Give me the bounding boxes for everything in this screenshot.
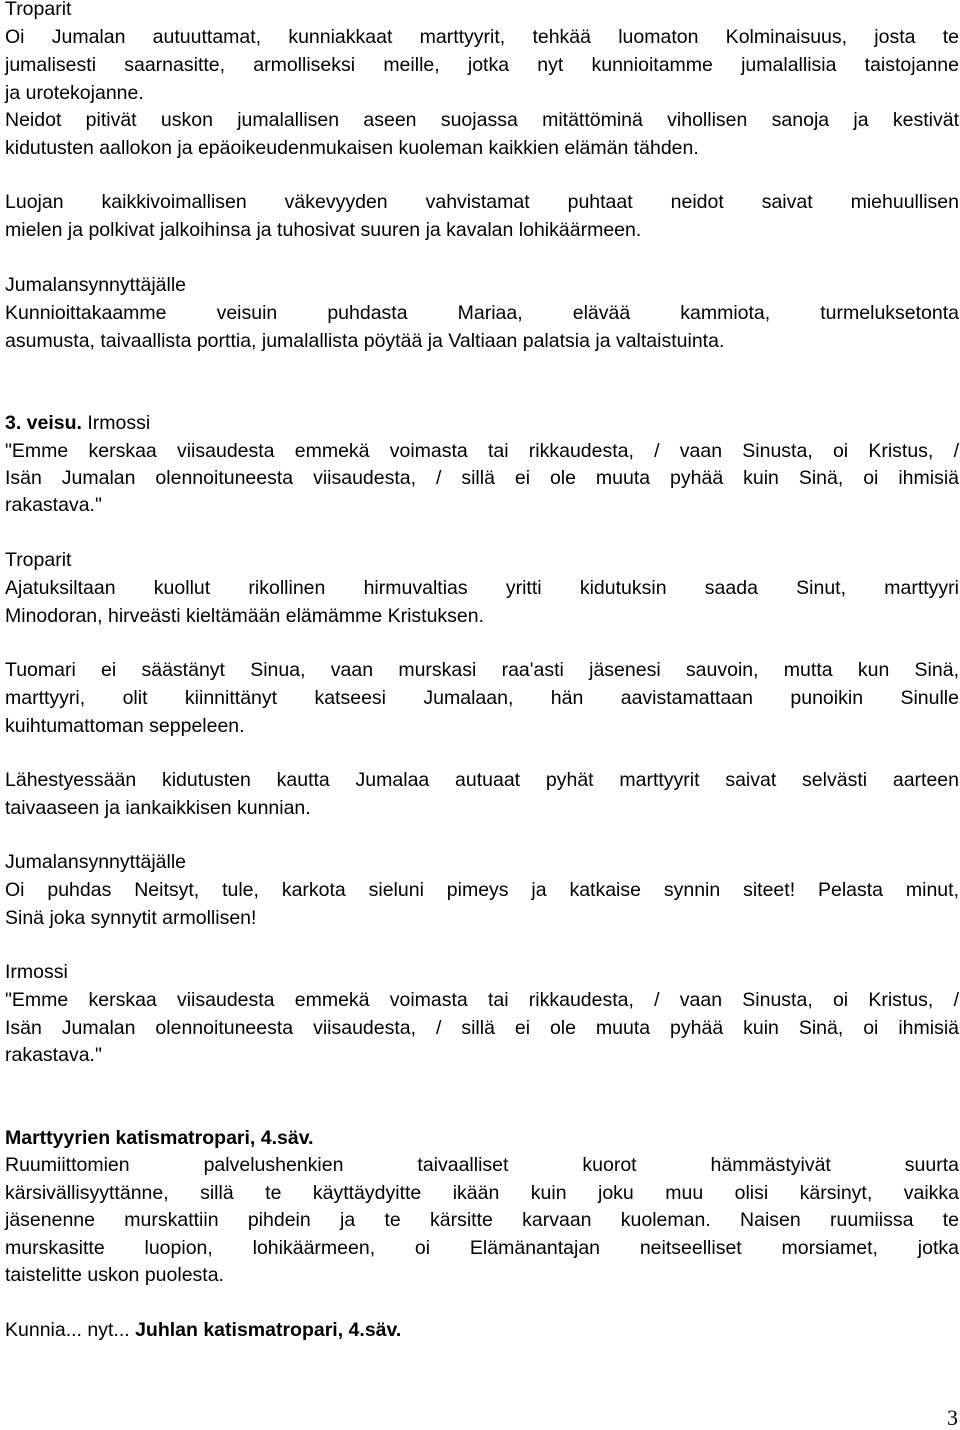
- closing-line: [5, 1316, 401, 1344]
- text-line: Isän Jumalan olennoituneesta viisaudesta, / sillä ei ole muuta pyhää kuin Sinä, oi ihmisiä: [5, 1017, 959, 1039]
- heading-juhlan-katismatropari: Juhlan katismatropari, 4.säv.: [135, 1319, 402, 1341]
- heading-3-veisu-line: [5, 409, 150, 437]
- text-line: Ajatuksiltaan kuollut rikollinen hirmuvaltias yritti kidutuksin saada Sinut, marttyyri: [5, 577, 959, 599]
- heading-jumalansynnyttajalle: Jumalansynnyttäjälle: [5, 851, 187, 873]
- heading-irmossi: Irmossi: [87, 412, 151, 434]
- text-line: kuihtumattoman seppeleen.: [5, 715, 245, 737]
- heading-jumalansynnyttajalle: Jumalansynnyttäjälle: [5, 274, 187, 296]
- text-line: Ruumiittomien palvelushenkien taivaalliset kuorot hämmästyivät suurta: [5, 1154, 959, 1176]
- text-line: Tuomari ei säästänyt Sinua, vaan murskasi raa'asti jäsenesi sauvoin, mutta kun Sinä,: [5, 659, 959, 681]
- text-line: Oi Jumalan autuuttamat, kunniakkaat marttyyrit, tehkää luomaton Kolminaisuus, josta te: [5, 26, 959, 48]
- text-line: rakastava.": [5, 494, 102, 516]
- heading-3-veisu: 3. veisu.: [5, 412, 82, 434]
- kunnia-nyt: Kunnia... nyt...: [5, 1319, 130, 1341]
- text-line: "Emme kerskaa viisaudesta emmekä voimasta tai rikkaudesta, / vaan Sinusta, oi Kristus, /: [5, 989, 959, 1011]
- text-line: ja urotekojanne.: [5, 82, 144, 104]
- heading-irmossi: Irmossi: [5, 961, 68, 983]
- text-line: kidutusten aallokon ja epäoikeudenmukaisen kuoleman kaikkien elämän tähden.: [5, 137, 699, 159]
- text-line: taistelitte uskon puolesta.: [5, 1264, 224, 1286]
- text-line: Minodoran, hirveästi kieltämään elämämme Kristuksen.: [5, 605, 485, 627]
- heading-troparit: Troparit: [5, 0, 72, 20]
- text-line: Neidot pitivät uskon jumalallisen aseen suojassa mitättöminä vihollisen sanoja ja kestivät: [5, 109, 959, 131]
- text-line: asumusta, taivaallista porttia, jumalallista pöytää ja Valtiaan palatsia ja valtaistuinta.: [5, 330, 725, 352]
- text-line: Luojan kaikkivoimallisen väkevyyden vahvistamat puhtaat neidot saivat miehuullisen: [5, 191, 959, 213]
- text-line: marttyyri, olit kiinnittänyt katseesi Jumalaan, hän aavistamattaan punoikin Sinulle: [5, 687, 959, 709]
- text-line: Kunnioittakaamme veisuin puhdasta Mariaa, elävää kammiota, turmeluksetonta: [5, 302, 959, 324]
- heading-marttyyrien-katismatropari: Marttyyrien katismatropari, 4.säv.: [5, 1127, 314, 1149]
- heading-troparit: Troparit: [5, 549, 72, 571]
- text-line: rakastava.": [5, 1044, 102, 1066]
- text-line: mielen ja polkivat jalkoihinsa ja tuhosivat suuren ja kavalan lohikäärmeen.: [5, 219, 642, 241]
- page-number: 3: [947, 1405, 958, 1430]
- text-line: kärsivällisyyttänne, sillä te käyttäydyitte ikään kuin joku muu olisi kärsinyt, vaikka: [5, 1182, 959, 1204]
- text-line: Sinä joka synnytit armollisen!: [5, 907, 257, 929]
- text-line: Lähestyessään kidutusten kautta Jumalaa autuaat pyhät marttyyrit saivat selvästi aarteen: [5, 769, 959, 791]
- text-line: Oi puhdas Neitsyt, tule, karkota sieluni pimeys ja katkaise synnin siteet! Pelasta minut,: [5, 879, 959, 901]
- text-line: "Emme kerskaa viisaudesta emmekä voimasta tai rikkaudesta, / vaan Sinusta, oi Kristus, /: [5, 440, 959, 462]
- text-line: murskasitte luopion, lohikäärmeen, oi Elämänantajan neitseelliset morsiamet, jotka: [5, 1237, 959, 1259]
- text-line: taivaaseen ja iankaikkisen kunnian.: [5, 797, 311, 819]
- text-line: jäsenenne murskattiin pihdein ja te kärsitte karvaan kuoleman. Naisen ruumiissa te: [5, 1209, 959, 1231]
- text-line: Isän Jumalan olennoituneesta viisaudesta, / sillä ei ole muuta pyhää kuin Sinä, oi ihmisiä: [5, 467, 959, 489]
- text-line: jumalisesti saarnasitte, armolliseksi meille, jotka nyt kunnioitamme jumalallisia taistojanne: [5, 54, 959, 76]
